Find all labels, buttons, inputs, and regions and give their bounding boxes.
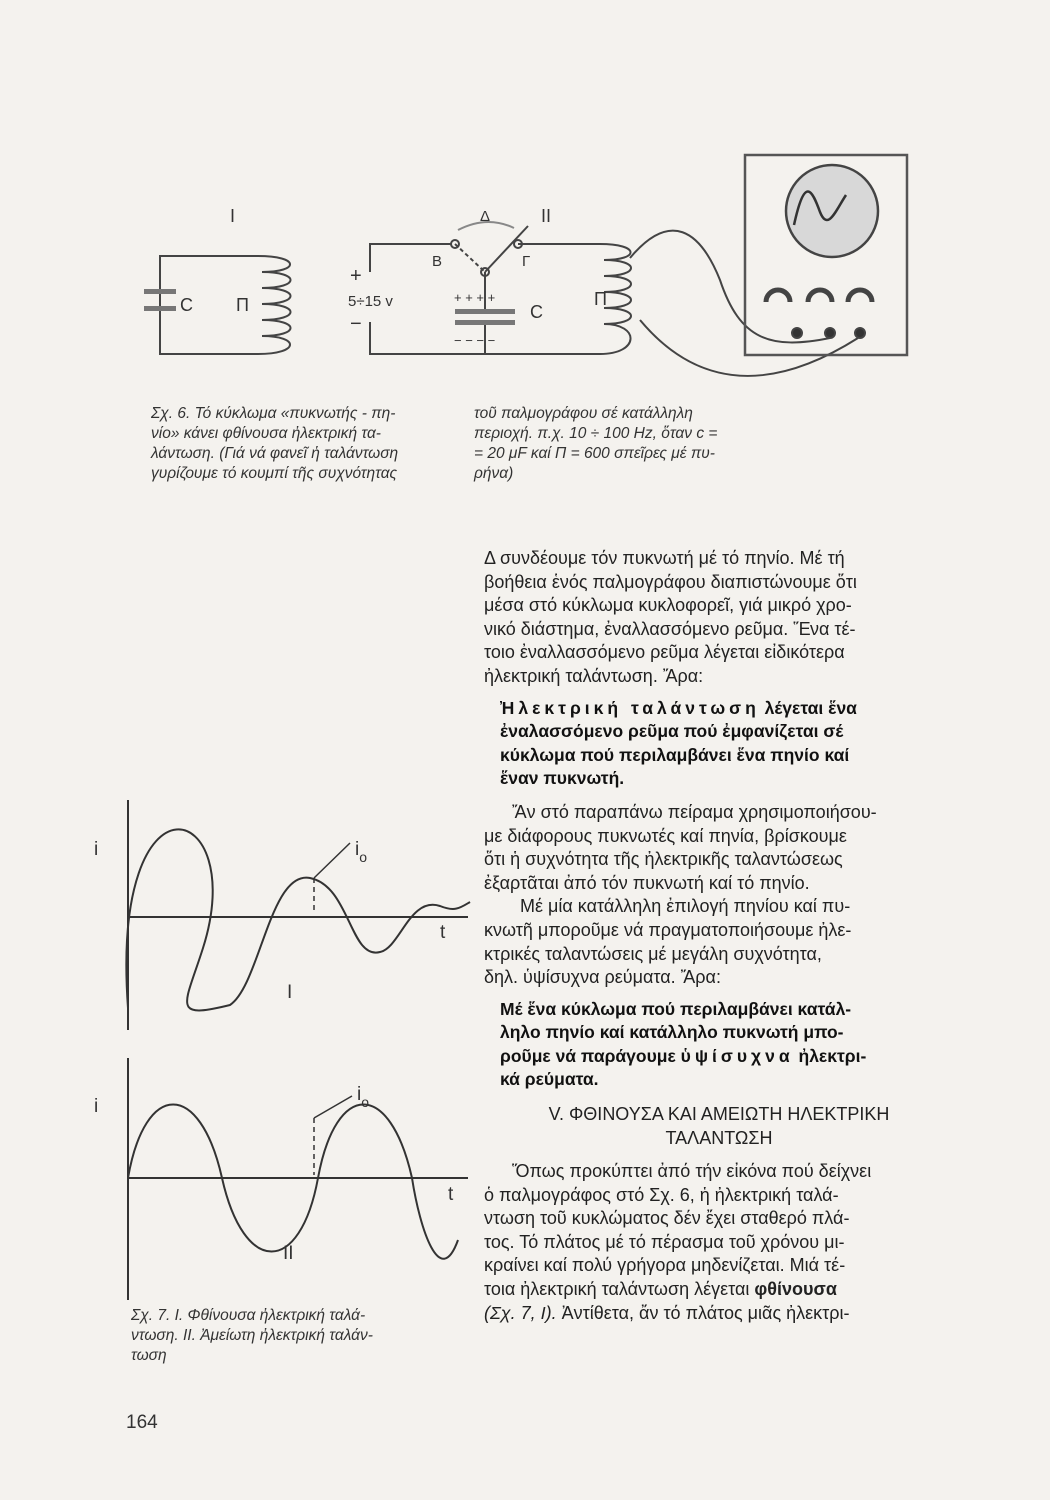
text-line: τοιο ἐναλλασσόμενο ρεῦμα λέγεται εἰδικότερα xyxy=(484,642,845,663)
text-line: ὅτι ἡ συχνότητα τῆς ἠλεκτρικῆς ταλαντώσεως xyxy=(484,849,843,870)
text-line: Μέ ἕνα κύκλωμα πού περιλαμβάνει κατάλ- xyxy=(500,998,852,1019)
label-capacitor-plus: + + + + xyxy=(454,290,496,305)
text-line: ντωση τοῦ κυκλώματος δέν ἔχει σταθερό πλά- xyxy=(484,1208,850,1229)
figure-6-caption-left xyxy=(151,404,451,484)
spaced-term: ὑψίσυχνα xyxy=(680,1045,794,1066)
label-plus: + xyxy=(350,265,362,287)
caption-line: Σχ. 7. Ι. Φθίνουσα ἠλεκτρική ταλά- xyxy=(131,1307,366,1324)
label-capacitor-right: C xyxy=(530,302,543,322)
text-line xyxy=(500,697,954,721)
graph-label-II: II xyxy=(283,1243,294,1264)
text-line: μέσα στό κύκλωμα κυκλοφορεῖ, γιά μικρό χρο- xyxy=(484,595,852,616)
caption-line: νίο» κάνει φθίνουσα ἠλεκτρική τα- xyxy=(151,425,381,442)
label-switch-gamma: Γ xyxy=(522,253,531,270)
text-line: τος. Τό πλάτος μέ τό πέρασμα τοῦ χρόνου μι- xyxy=(484,1231,845,1252)
text-line: κτρικές ταλαντώσεις μέ μεγάλη συχνότητα, xyxy=(484,943,822,964)
figure-6-circuit xyxy=(0,140,1050,390)
axis-label-i-top: i xyxy=(94,839,99,860)
text-span: τοια ἠλεκτρική ταλάντωση λέγεται xyxy=(484,1279,750,1300)
label-capacitor-left: C xyxy=(180,295,193,315)
axis-label-t-top: t xyxy=(440,922,446,943)
caption-line: τωση xyxy=(131,1347,167,1364)
heading-line: ΤΑΛΑΝΤΩΣΗ xyxy=(665,1128,773,1149)
text-line xyxy=(484,1302,954,1326)
text-line: Ἄν στό παραπάνω πείραμα χρησιμοποιήσου- xyxy=(512,801,877,822)
text-line: ἐξαρτᾶται ἀπό τόν πυκνωτή καί τό πηνίο. xyxy=(484,872,810,893)
definition-oscillation xyxy=(484,697,954,791)
text-line: κνωτῆ μποροῦμε νά πραγματοποιήσουμε ἠλε- xyxy=(484,919,852,940)
section-heading xyxy=(484,1102,954,1150)
io-label-bottom: $i_o$ xyxy=(357,1084,370,1110)
paragraph-2 xyxy=(484,801,954,895)
text-line: δηλ. ὑψίσυχνα ρεύματα. Ἄρα: xyxy=(484,967,721,988)
text-span: ἠλεκτρι- xyxy=(793,1045,867,1066)
text-span: ροῦμε νά παράγουμε xyxy=(500,1045,681,1066)
definition-high-frequency xyxy=(484,998,954,1092)
paragraph-4 xyxy=(484,1160,954,1325)
text-line: ληλο πηνίο καί κατάλληλο πυκνωτή μπο- xyxy=(500,1022,844,1043)
text-line: ἠλεκτρική ταλάντωση. Ἄρα: xyxy=(484,665,704,686)
paragraph-1 xyxy=(484,547,954,689)
label-circuit-II: II xyxy=(541,206,552,226)
graph-label-I: I xyxy=(287,982,293,1003)
text-line: ἕναν πυκνωτή. xyxy=(500,768,625,789)
text-line: κύκλωμα πού περιλαμβάνει ἕνα πηνίο καί xyxy=(500,744,850,765)
page-number: 164 xyxy=(126,1412,158,1433)
figure-6-caption-right xyxy=(474,404,774,484)
label-switch-B: B xyxy=(432,253,443,270)
text-line xyxy=(500,1045,954,1069)
paragraph-3 xyxy=(484,895,954,989)
io-label-top: $i_o$ xyxy=(355,839,368,865)
damped-curve xyxy=(126,829,470,1010)
label-switch-delta: Δ xyxy=(480,208,491,225)
label-capacitor-minus: − − − − xyxy=(454,333,496,348)
text-line: κραίνει καί πολύ γρήγορα μηδενίζεται. Μιά τέ- xyxy=(484,1255,846,1276)
text-line: Μέ μία κατάλληλη ἐπιλογή πηνίου καί πυ- xyxy=(520,896,851,917)
text-line: Ὅπως προκύπτει ἀπό τήν εἰκόνα πού δείχνει xyxy=(512,1161,872,1182)
caption-line: τοῦ παλμογράφου σέ κατάλληλη xyxy=(474,405,693,422)
caption-line: ντωση. ΙΙ. Ἀμείωτη ἠλεκτρική ταλάν- xyxy=(131,1327,373,1344)
text-span: Ἀντίθετα, ἄν τό πλάτος μιᾶς ἠλεκτρι- xyxy=(556,1302,850,1323)
label-minus: − xyxy=(350,313,362,335)
bold-term: φθίνουσα xyxy=(754,1279,837,1300)
caption-line: περιοχή. π.χ. 10 ÷ 100 Hz, ὅταν c = xyxy=(474,425,718,442)
italic-ref: (Σχ. 7, Ι). xyxy=(484,1302,557,1323)
text-line: βοήθεια ἑνός παλμογράφου διαπιστώνουμε ὅτι xyxy=(484,571,857,592)
text-line: Δ συνδέουμε τόν πυκνωτή μέ τό πηνίο. Μέ τή xyxy=(484,548,845,568)
caption-line: ρήνα) xyxy=(474,465,514,482)
text-line: με διάφορους πυκνωτές καί πηνία, βρίσκουμε xyxy=(484,825,847,846)
figure-7-caption xyxy=(131,1306,451,1366)
undamped-curve xyxy=(128,1105,458,1259)
figure-7-graphs xyxy=(0,790,480,1310)
axis-label-i-bottom: i xyxy=(94,1096,99,1117)
spaced-term: Ἠλεκτρική ταλάντωση xyxy=(500,697,760,718)
label-coil-right: Π xyxy=(594,289,607,309)
label-coil-left: Π xyxy=(236,295,249,315)
caption-line: = 20 μF καί Π = 600 σπεῖρες μέ πυ- xyxy=(474,445,715,462)
text-line: νικό διάστημα, ἐναλλασσόμενο ρεῦμα. Ἕνα τέ- xyxy=(484,618,856,639)
text-line: κά ρεύματα. xyxy=(500,1069,599,1090)
label-voltage: 5÷15 v xyxy=(348,293,393,310)
text-column xyxy=(484,547,954,1325)
text-line: ὁ παλμογράφος στό Σχ. 6, ἡ ἠλεκτρική ταλά- xyxy=(484,1184,839,1205)
text-span: λέγεται ἕνα xyxy=(759,697,857,718)
caption-line: γυρίζουμε τό κουμπί τῆς συχνότητας xyxy=(151,465,398,482)
text-line: ἐναλασσόμενο ρεῦμα πού ἐμφανίζεται σέ xyxy=(500,721,844,742)
caption-line: λάντωση. (Γιά νά φανεῖ ἡ ταλάντωση xyxy=(151,445,399,462)
text-line xyxy=(484,1278,954,1302)
heading-line: V. ΦΘΙΝΟΥΣΑ ΚΑΙ ΑΜΕΙΩΤΗ ΗΛΕΚΤΡΙΚΗ xyxy=(548,1104,890,1125)
axis-label-t-bottom: t xyxy=(448,1184,454,1205)
label-circuit-I: I xyxy=(230,206,236,226)
caption-line: Σχ. 6. Τό κύκλωμα «πυκνωτής - πη- xyxy=(151,405,396,422)
